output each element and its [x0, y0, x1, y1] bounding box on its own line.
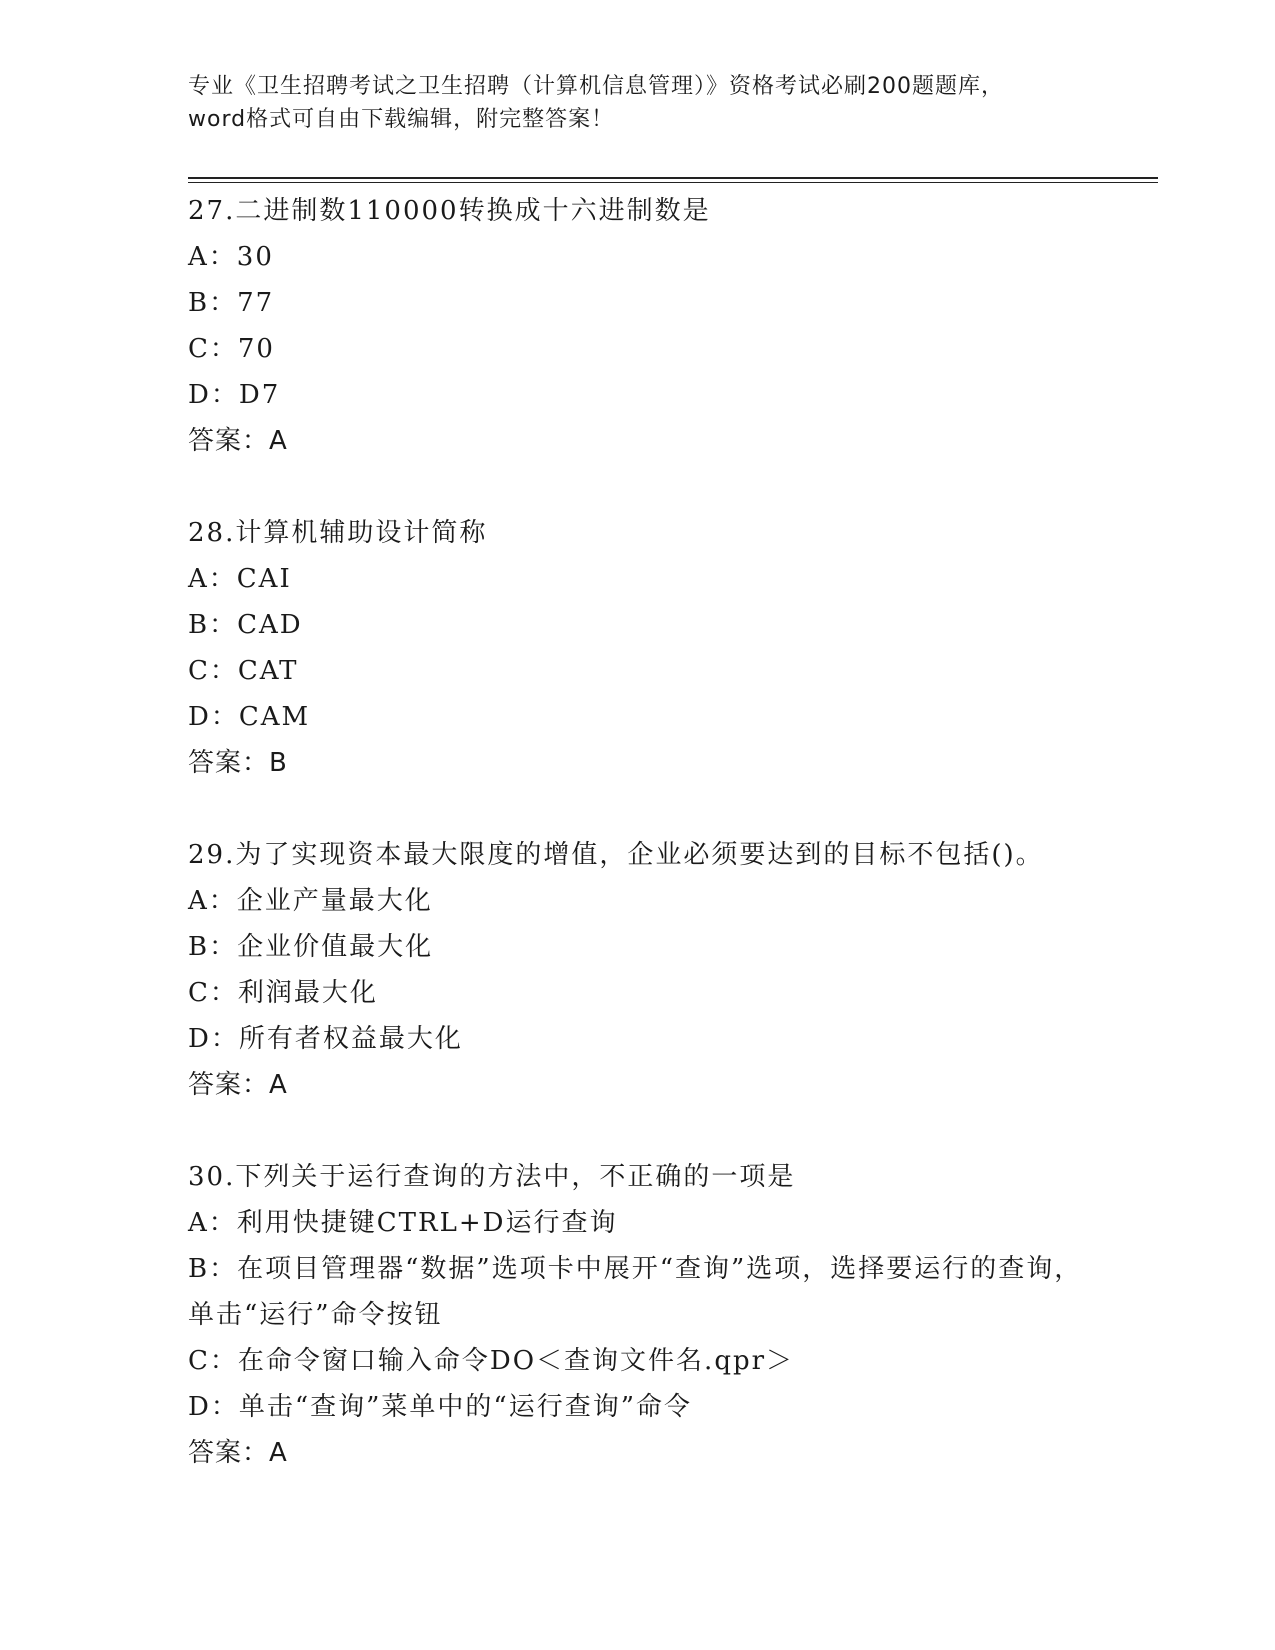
option-c: C：在命令窗口输入命令DO＜查询文件名.qpr＞	[188, 1346, 795, 1376]
header-divider-thick	[188, 177, 1158, 179]
answer-label: 答案：A	[188, 1070, 288, 1100]
option-c: C：CAT	[188, 656, 299, 686]
option-a: A：CAI	[188, 564, 292, 594]
question-30	[188, 1154, 1088, 1476]
question-stem: 27.二进制数110000转换成十六进制数是	[188, 196, 711, 226]
option-a: A：企业产量最大化	[188, 886, 433, 916]
option-c: C：利润最大化	[188, 978, 378, 1008]
option-d: D：所有者权益最大化	[188, 1024, 463, 1054]
question-stem: 28.计算机辅助设计简称	[188, 518, 488, 548]
answer-label: 答案：B	[188, 748, 288, 778]
option-b: B：企业价值最大化	[188, 932, 434, 962]
header-line-2: word格式可自由下载编辑，附完整答案！	[188, 107, 615, 132]
option-a: A：30	[188, 242, 274, 272]
header-line-1: 专业《卫生招聘考试之卫生招聘（计算机信息管理）》资格考试必刷200题题库，	[188, 74, 1004, 99]
option-b: B：在项目管理器“数据”选项卡中展开“查询”选项，选择要运行的查询，单击“运行”命令按钮	[188, 1254, 1083, 1330]
question-27	[188, 188, 1088, 464]
option-d: D：CAM	[188, 702, 311, 732]
option-b: B：CAD	[188, 610, 303, 640]
question-28	[188, 510, 1088, 786]
option-c: C：70	[188, 334, 275, 364]
question-list	[188, 188, 1088, 1522]
option-a: A：利用快捷键CTRL+D运行查询	[188, 1208, 618, 1238]
document-header	[188, 70, 1088, 136]
answer-label: 答案：A	[188, 1438, 288, 1468]
question-stem: 30.下列关于运行查询的方法中，不正确的一项是	[188, 1162, 796, 1192]
option-d: D：D7	[188, 380, 281, 410]
option-b: B：77	[188, 288, 275, 318]
header-divider-thin	[188, 182, 1158, 183]
question-stem: 29.为了实现资本最大限度的增值，企业必须要达到的目标不包括()。	[188, 840, 1044, 870]
option-d: D：单击“查询”菜单中的“运行查询”命令	[188, 1392, 693, 1422]
answer-label: 答案：A	[188, 426, 288, 456]
question-29	[188, 832, 1088, 1108]
